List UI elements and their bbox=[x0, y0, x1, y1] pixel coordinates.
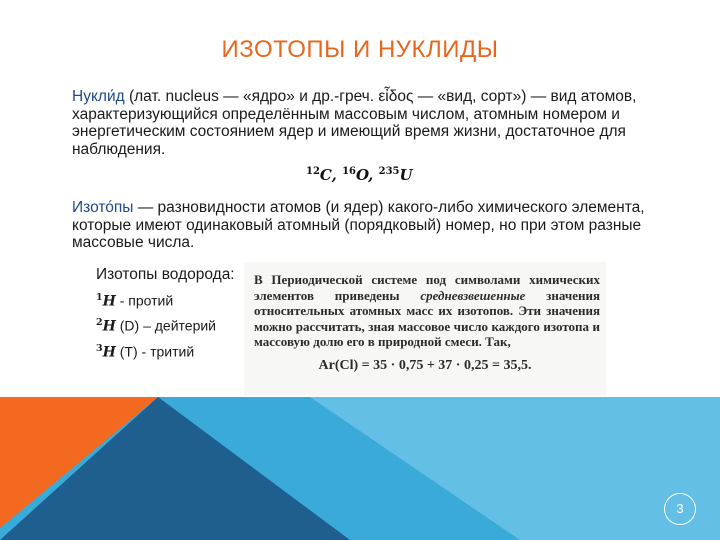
nuclide-term: Нукли́д bbox=[72, 88, 125, 105]
nuclide-example bbox=[379, 166, 413, 184]
textbook-text bbox=[254, 272, 600, 350]
slide-title: ИЗОТОПЫ И НУКЛИДЫ bbox=[221, 36, 499, 63]
hydrogen-isotope-item bbox=[96, 343, 194, 361]
textbook-excerpt bbox=[244, 262, 606, 396]
mass-number: 16 bbox=[342, 166, 356, 177]
hydrogen-isotopes-heading: Изотопы водорода: bbox=[96, 266, 235, 283]
textbook-text-before: В Периодической системе под символами химических элементов приведены bbox=[254, 272, 600, 303]
mass-number: 1 bbox=[96, 292, 103, 303]
isotope-definition bbox=[72, 199, 652, 252]
mass-number: 12 bbox=[306, 166, 320, 177]
atomic-mass-formula: Ar(Cl) = 35 · 0,75 + 37 · 0,25 = 35,5. bbox=[318, 358, 532, 373]
element-symbol: H bbox=[102, 344, 116, 361]
page-number: 3 bbox=[664, 493, 696, 525]
nuclide-example bbox=[306, 166, 342, 184]
nuclide-definition bbox=[72, 88, 652, 158]
separator: , bbox=[331, 166, 343, 184]
element-symbol: C bbox=[319, 166, 332, 184]
isotope-term: Изото́пы bbox=[72, 199, 134, 216]
nuclide-definition-text: (лат. nucleus — «ядро» и др.-греч. εἶδος — «вид, сорт») — вид атомов, характеризующийся определённым массовым числом, атомным номером и энергетическим состоянием ядер и имеющий время жизни, достаточное для наблюдения. bbox=[72, 88, 637, 158]
nuclide-example bbox=[342, 166, 379, 184]
mass-number: 2 bbox=[96, 317, 103, 328]
separator: , bbox=[368, 166, 379, 184]
isotope-name: (T) - тритий bbox=[115, 343, 195, 360]
element-symbol: H bbox=[102, 293, 116, 310]
mass-number: 235 bbox=[378, 166, 400, 177]
hydrogen-isotope-item bbox=[96, 317, 216, 335]
isotope-name: (D) – дейтерий bbox=[115, 317, 216, 334]
textbook-text-after: значения относительных атомных масс их изотопов. Эти значения можно рассчитать, зная массовое число каждого изотопа и массовую долю его в природной смеси. Так, bbox=[254, 287, 600, 349]
textbook-emphasis: средневзвешенные bbox=[420, 287, 526, 303]
isotope-definition-text: — разновидности атомов (и ядер) какого-либо химического элемента, которые имеют одинаковый атомный (порядковый) номер, но при этом разные массовые числа. bbox=[72, 199, 645, 251]
element-symbol: U bbox=[399, 166, 413, 184]
nuclide-examples bbox=[306, 166, 413, 184]
element-symbol: O bbox=[355, 166, 369, 184]
mass-number: 3 bbox=[96, 343, 103, 354]
element-symbol: H bbox=[102, 318, 116, 335]
hydrogen-isotope-item bbox=[96, 292, 173, 310]
isotope-name: - протий bbox=[115, 292, 174, 309]
